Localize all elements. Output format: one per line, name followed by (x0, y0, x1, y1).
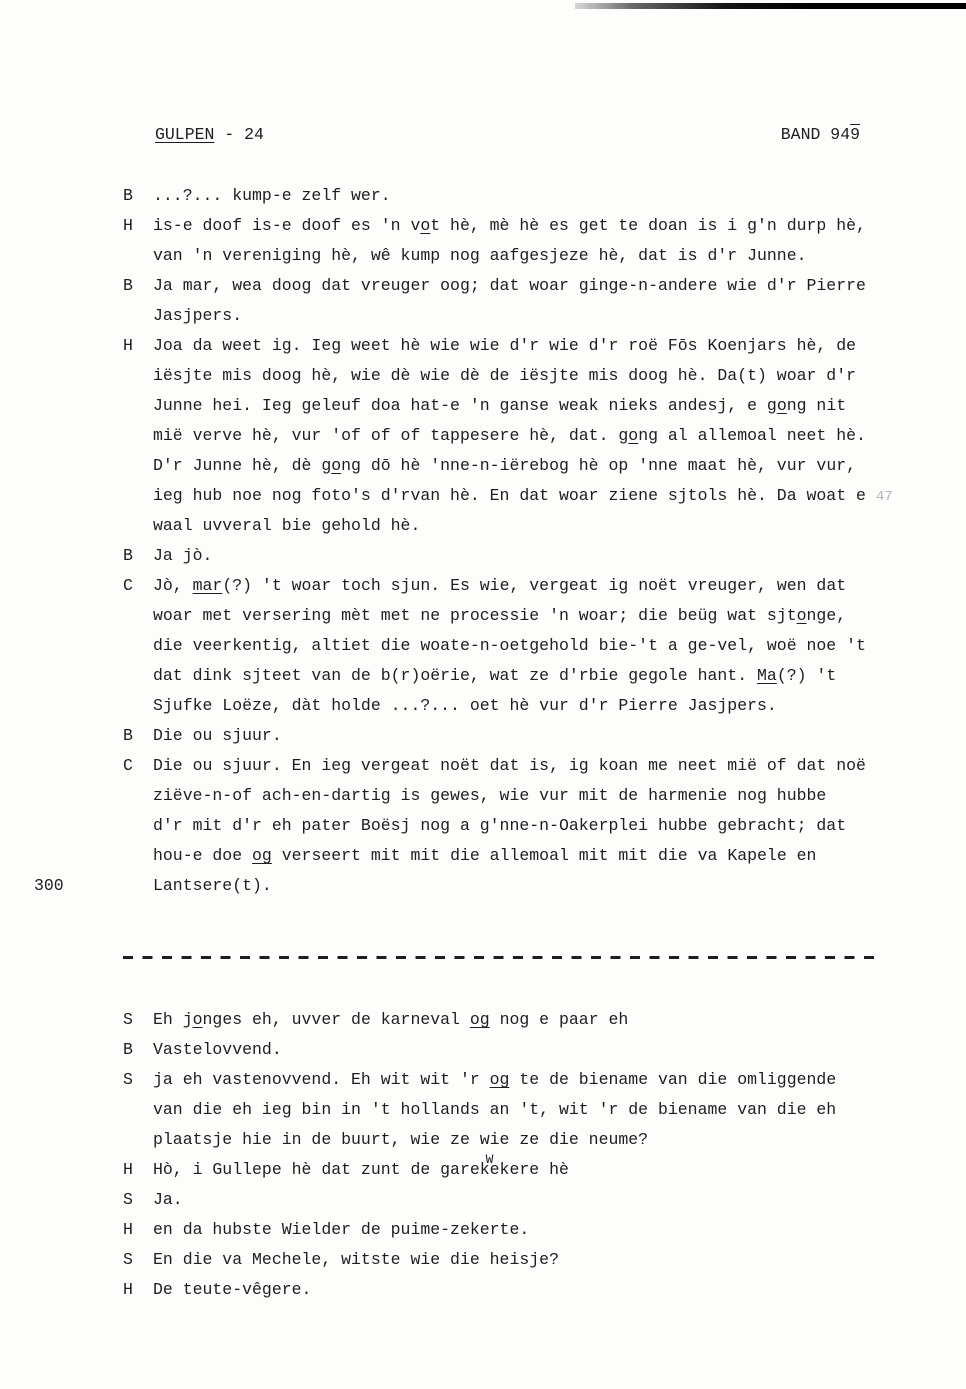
text-segment: Sjufke Loëze, dàt holde ...?... oet hè vur d'r Pierre Jasjpers. (153, 696, 777, 715)
underlined-text: o (796, 606, 807, 625)
utterance-text (153, 1005, 628, 1035)
utterance-text (153, 661, 836, 691)
transcript-line (123, 1245, 966, 1275)
underlined-text: GULPEN (155, 125, 215, 144)
speaker-label: H (123, 216, 133, 235)
speaker-label (123, 241, 153, 271)
underlined-text: og (252, 846, 272, 865)
text-segment: ng dō hè 'nne-n-iërebog hè op 'nne maat hè, vur vur, (341, 456, 857, 475)
utterance-text (153, 571, 846, 601)
transcript-line (34, 871, 966, 901)
transcript-line (123, 421, 966, 451)
speaker-label: S (123, 1190, 133, 1209)
utterance-text (153, 511, 420, 541)
speaker-label (123, 391, 153, 421)
text-segment: - 24 (214, 125, 264, 144)
underlined-text: o (776, 396, 787, 415)
text-segment: d'r mit d'r eh pater Boësj nog a g'nne-n-Oakerplei hubbe gebracht; dat (153, 816, 847, 835)
speaker-label (123, 301, 153, 331)
utterance-text (153, 781, 826, 811)
text-segment: is-e doof is-e doof es 'n v (153, 216, 421, 235)
text-segment: waal uvveral bie gehold hè. (153, 516, 421, 535)
utterance-text (153, 1215, 529, 1245)
text-segment: die veerkentig, altiet die woate-n-oetgehold bie-'t a ge-vel, woë noe 't (153, 636, 866, 655)
transcript-line (123, 1125, 966, 1155)
transcript-line (123, 1035, 966, 1065)
text-segment: Eh j (153, 1010, 193, 1029)
speaker-label: B (123, 1040, 133, 1059)
text-segment: ekere hè (489, 1160, 569, 1179)
utterance-text (153, 421, 866, 451)
text-segment: Jasjpers. (153, 306, 243, 325)
faint-smudge-mark: 47 (875, 489, 893, 505)
text-segment: En die va Mechele, witste wie die heisje? (153, 1250, 559, 1269)
text-segment: ...?... kump-e zelf wer. (153, 186, 391, 205)
transcript-line (123, 1275, 966, 1305)
utterance-text (153, 181, 391, 211)
speaker-label (123, 631, 153, 661)
utterance-text (153, 841, 816, 871)
text-segment: verseert mit mit die allemoal mit mit die va Kapele en (271, 846, 817, 865)
transcript-line (123, 631, 966, 661)
speaker-label (123, 781, 153, 811)
speaker-label (123, 811, 153, 841)
text-segment: Die ou sjuur. En ieg vergeat noët dat is, ig koan me neet mië of dat noë (153, 756, 866, 775)
utterance-text (153, 871, 272, 901)
utterance-text (153, 211, 866, 241)
underlined-text: og (489, 1070, 510, 1089)
utterance-text (153, 481, 893, 511)
text-segment: hou-e doe (153, 846, 253, 865)
speaker-label (123, 661, 153, 691)
text-segment: iësjte mis doog hè, wie dè wie dè de iësjte mis doog hè. Da(t) woar d'r (153, 366, 857, 385)
transcript-line (123, 571, 966, 601)
text-segment: en da hubste Wielder de puime-zekerte. (153, 1220, 530, 1239)
speaker-label (123, 871, 153, 901)
underlined-text: o (628, 426, 639, 445)
page-header (155, 125, 860, 144)
speaker-label: B (123, 546, 133, 565)
transcript-line (123, 1215, 966, 1245)
text-segment: Lantsere(t). (153, 876, 272, 895)
scan-artifact-bar (575, 3, 966, 9)
text-segment: ieg hub noe nog foto's d'rvan hè. En dat woar ziene sjtols hè. Da woat e (153, 486, 876, 505)
speaker-label (123, 841, 153, 871)
dashed-line (123, 956, 880, 959)
utterance-text (153, 331, 856, 361)
text-segment: te de biename van die omliggende (509, 1070, 837, 1089)
utterance-text (153, 601, 846, 631)
text-segment: ziëve-n-of ach-en-dartig is gewes, wie vur mit de harmenie nog hubbe (153, 786, 827, 805)
utterance-text (153, 361, 856, 391)
text-segment: D'r Junne hè, dè g (153, 456, 332, 475)
speaker-label (123, 601, 153, 631)
text-segment: Hò, i Gullepe hè dat zunt de garek (153, 1160, 490, 1179)
speaker-label (123, 1125, 153, 1155)
speaker-label: H (123, 336, 133, 355)
speaker-label (123, 691, 153, 721)
underlined-text: o (331, 456, 342, 475)
utterance-text (153, 631, 866, 661)
utterance-text (153, 451, 856, 481)
text-segment: ja eh vastenovvend. Eh wit wit 'r (153, 1070, 490, 1089)
text-segment: ng al allemoal neet hè. (638, 426, 866, 445)
transcript-line (123, 721, 966, 751)
utterance-text (153, 1035, 282, 1065)
utterance-text (153, 811, 846, 841)
text-segment: (?) 't woar toch sjun. Es wie, vergeat ig noët vreuger, wen dat (222, 576, 847, 595)
underlined-text: o (420, 216, 431, 235)
speaker-label (123, 1095, 153, 1125)
overmarked-text: 9 (850, 125, 860, 144)
utterance-text (153, 391, 846, 421)
transcript-line (123, 1005, 966, 1035)
speaker-label: S (123, 1010, 133, 1029)
underlined-text: o (192, 1010, 203, 1029)
utterance-text (153, 1065, 836, 1095)
utterance-text (153, 1095, 836, 1125)
text-segment: nog e paar eh (489, 1010, 629, 1029)
transcript-line (123, 451, 966, 481)
text-segment: Joa da weet ig. Ieg weet hè wie wie d'r wie d'r roë Fōs Koenjars hè, de (153, 336, 857, 355)
underlined-text: mar (192, 576, 223, 595)
transcript-line (123, 511, 966, 541)
transcript-line (123, 331, 966, 361)
utterance-text (153, 751, 866, 781)
document-title (155, 125, 264, 144)
text-segment: (?) 't (776, 666, 837, 685)
transcript-line (123, 1185, 966, 1215)
text-segment: t hè, mè hè es get te doan is i g'n durp hè, (430, 216, 866, 235)
underlined-text: Ma (757, 666, 777, 685)
transcript-line (123, 391, 966, 421)
utterance-text (153, 241, 807, 271)
utterance-text (153, 1125, 648, 1155)
speaker-label: H (123, 1280, 133, 1299)
text-segment: mië verve hè, vur 'of of of tappesere hè, dat. g (153, 426, 629, 445)
speaker-label: C (123, 576, 133, 595)
utterance-text (153, 1185, 183, 1215)
text-segment: BAND 94 (780, 125, 851, 144)
speaker-label (123, 451, 153, 481)
transcript-line (123, 271, 966, 301)
utterance-text: Hò, i Gullepe hè dat zunt de garekWekere hè (153, 1152, 569, 1179)
underlined-text: og (469, 1010, 490, 1029)
transcript-line (123, 1152, 966, 1185)
transcript-line (123, 181, 966, 211)
utterance-text (153, 271, 866, 301)
transcript-line (123, 481, 966, 511)
speaker-label (123, 361, 153, 391)
text-segment: Ja mar, wea doog dat vreuger oog; dat woar ginge-n-andere wie d'r Pierre (153, 276, 866, 295)
utterance-text (153, 1275, 311, 1305)
transcript-line (123, 781, 966, 811)
speaker-label (123, 511, 153, 541)
utterance-text (153, 1245, 559, 1275)
text-segment: Ja. (153, 1190, 183, 1209)
line-number-note: 300 (34, 876, 64, 895)
speaker-label: B (123, 186, 133, 205)
transcript-line (123, 241, 966, 271)
utterance-text (153, 541, 212, 571)
speaker-label: S (123, 1070, 133, 1089)
utterance-text (153, 301, 242, 331)
speaker-label: C (123, 756, 133, 775)
utterance-text (153, 721, 282, 751)
speaker-label: B (123, 276, 133, 295)
transcript-line (123, 751, 966, 781)
transcript-line (123, 301, 966, 331)
text-segment: dat dink sjteet van de b(r)oërie, wat ze d'rbie gegole hant. (153, 666, 757, 685)
transcript-line (123, 1065, 966, 1095)
transcript-line (123, 841, 966, 871)
transcript-line (123, 361, 966, 391)
text-segment: Jò, (153, 576, 193, 595)
text-segment: plaatsje hie in de buurt, wie ze wie ze die neume? (153, 1130, 649, 1149)
speaker-label: S (123, 1250, 133, 1269)
speaker-label (123, 481, 153, 511)
band-number (781, 125, 860, 144)
transcript-line (123, 811, 966, 841)
text-segment: Junne hei. Ieg geleuf doa hat-e 'n ganse weak nieks andesj, e g (153, 396, 777, 415)
transcript-line (123, 601, 966, 631)
text-segment: van die eh ieg bin in 't hollands an 't, wit 'r de biename van die eh (153, 1100, 837, 1119)
utterance-text (153, 691, 777, 721)
text-segment: nge, (806, 606, 847, 625)
text-segment: Die ou sjuur. (153, 726, 282, 745)
text-segment: Vastelovvend. (153, 1040, 282, 1059)
speaker-label (123, 421, 153, 451)
transcript-line (123, 541, 966, 571)
text-segment: woar met versering mèt met ne processie 'n woar; die beüg wat sjt (153, 606, 797, 625)
text-segment: ng nit (786, 396, 847, 415)
section-separator (123, 943, 966, 973)
speaker-label: B (123, 726, 133, 745)
text-segment: van 'n vereniging hè, wê kump nog aafgesjeze hè, dat is d'r Junne. (153, 246, 807, 265)
transcript-line (123, 691, 966, 721)
text-segment: De teute-vêgere. (153, 1280, 312, 1299)
transcript-line (123, 661, 966, 691)
speaker-label: H (123, 1220, 133, 1239)
text-segment: Ja jò. (153, 546, 213, 565)
transcript-line (123, 1095, 966, 1125)
transcript-body (34, 181, 966, 1305)
text-segment: nges eh, uvver de karneval (202, 1010, 470, 1029)
speaker-label: H (123, 1160, 133, 1179)
transcript-line (123, 211, 966, 241)
